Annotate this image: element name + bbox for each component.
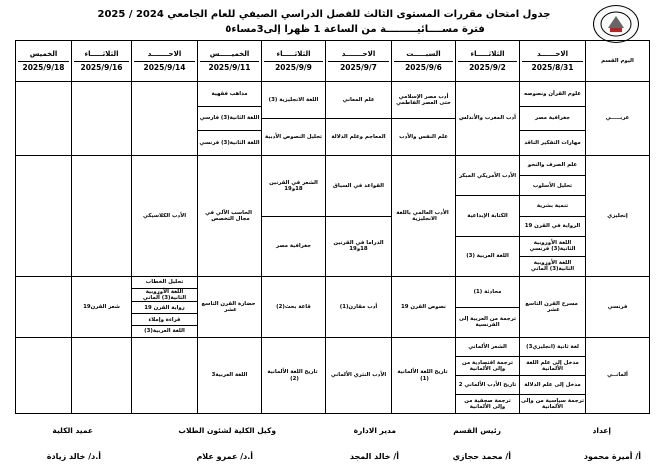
course-name: لغة ثانية (انجليزي3) [526,343,579,350]
exam-cell [132,277,198,338]
dept-head-title: رئيس القسم [453,426,501,435]
exam-cell [520,338,586,414]
col-header: الاحـــــــد 2025/9/14 [132,41,198,82]
exam-cell [326,277,392,338]
col-header: السبـــــت 2025/9/6 [392,41,456,82]
exam-cell [262,82,326,156]
exam-cell [132,156,198,277]
exam-cell [16,156,72,277]
course-name: الشعر في القرنين 18و19 [269,179,318,192]
course-name: اللغة الأوروبية الثانية(3) فرنسي [520,236,585,256]
dept-row [16,82,650,156]
course-name [163,372,167,378]
exam-cell [456,338,520,414]
course-name: جغرافية مصر [262,216,325,277]
dept-label: ألمانــي [586,338,650,414]
exam-cell [520,156,586,277]
exam-cell [262,156,326,277]
exam-cell [72,277,132,338]
course-name [100,115,104,121]
course-name: القواعد في السياق [333,182,384,189]
course-name: ترجمة اقتصادية من وإلى الألمانية [456,356,519,375]
course-name: ترجمة سياسية من وإلى الألمانية [520,394,585,413]
course-name [163,115,167,121]
exam-cell [456,156,520,277]
exam-cell [520,277,586,338]
course-name: قراءة وإملاء [132,313,197,325]
course-name: اللغة الأوروبية الثانية(3) ألماني [132,288,197,301]
course-name: تحليل النصوص الأدبية [262,118,325,155]
exam-cell [198,277,262,338]
exam-cell [392,338,456,414]
preparer-name: أ/ أميرة محمود [583,452,641,461]
course-name: الشعر الألماني [468,343,507,350]
course-name: الدراما في القرنين 18و19 [326,216,391,277]
course-name: علوم القرآن ونصوصه [523,90,582,97]
course-name: الأدب النثري الألماني [330,372,387,379]
university-emblem-icon [599,10,633,38]
course-name: مسرح القرن التاسع عشر [525,300,578,313]
course-name [42,372,46,378]
col-header: الاحـــــــد 2025/9/7 [326,41,392,82]
corner-cell: اليوم القسم [586,41,650,82]
exam-cell [16,338,72,414]
exam-cell [326,82,392,156]
course-name: المعاجم وعلم الدلالة [326,118,391,155]
dept-label: عربـــــي [586,82,650,156]
exam-cell [326,156,392,277]
exam-cell [456,82,520,156]
course-name [42,304,46,310]
exam-cell [72,82,132,156]
vice-dean-name: أ.د/ عمرو علام [196,452,253,461]
course-name: اللغة العربية(3) [132,325,197,337]
course-name [42,213,46,219]
admin-title: مدير الادارة [353,426,396,435]
dean-title: عميد الكلية [52,426,93,435]
exam-cell [72,156,132,277]
course-name: مدخل إلى علم الدلالة [520,375,585,394]
exam-cell [520,82,586,156]
dept-row [16,338,650,414]
course-name: الأدب الكلاسيكي [142,212,187,219]
col-header: الثلاثـــــاء 2025/9/9 [262,41,326,82]
exam-cell [198,338,262,414]
schedule-table [15,40,650,414]
course-name: تنمية بشرية [520,195,585,215]
col-header: الثلاثـــــاء 2025/9/2 [456,41,520,82]
course-name: ترجمة من العربية إلى الفرنسية [456,307,519,338]
dean-name: أ.د/ خالد زيادة [46,452,101,461]
course-name [42,115,46,121]
exam-cell [392,82,456,156]
course-name: أدب مصر الإسلامي حتى العصر الفاطمي [396,93,451,106]
course-name: أدب مقارن(1) [339,303,378,310]
exam-cell [132,82,198,156]
course-name [100,372,104,378]
page-title: جدول امتحان مقررات المستوى الثالث للفصل الدراسي الصيفي للعام الجامعي 2024 / 2025 [97,9,551,20]
course-name: الرواية في القرن 19 [520,216,585,236]
course-name: ترجمة صحفية من وإلى الألمانية [456,394,519,413]
course-name: اللغة الثانية(3) فرنسي [198,130,261,155]
course-name: حضارة القرن التاسع عشر [201,300,256,313]
dept-row [16,156,650,277]
dept-row [16,277,650,338]
course-name [100,213,104,219]
col-header: الخميس 2025/9/18 [16,41,72,82]
course-name: مهارات التفكير الناقد [520,130,585,155]
vice-dean-title: وكيل الكلية لشئون الطلاب [178,426,276,435]
exam-cell [392,156,456,277]
course-name: الكتابة الإبداعية [456,195,519,235]
course-name: اللغة الأوروبية الثانية(3) ألماني [520,256,585,276]
exam-cell [262,338,326,414]
exam-cell [132,338,198,414]
course-name: تحليل الخطاب [145,279,184,286]
course-name: محادثة (1) [473,288,502,295]
col-header: الخميـــــس 2025/9/11 [198,41,262,82]
page-subtitle: فترة مســــائيـــــــــة من الساعة 1 ظهرا إلى3مساء٥ [225,24,485,35]
exam-cell [392,277,456,338]
course-name: جغرافية مصر [520,106,585,131]
dept-label: فرنسي [586,277,650,338]
exam-cell [198,82,262,156]
exam-cell [72,338,132,414]
course-name: مذاهب فقهية [211,90,248,97]
exam-cell [262,277,326,338]
exam-cell [198,156,262,277]
course-name: أدب المغرب والأندلس [458,115,517,122]
signatures-footer [0,412,661,473]
course-name: الأدب الأمريكي المبكر [458,172,517,179]
course-name: تاريخ اللغة الألمانية (1) [397,369,448,382]
course-name: اللغة العربية (3) [456,236,519,276]
course-name: الأدب العالمي باللغة الانجليزية [396,209,449,222]
course-name: الحاسب الآلي في مجال التخصص [205,209,252,222]
course-name: شعر القرن19 [83,303,120,310]
university-logo [593,5,639,43]
course-name: اللغة العربية3 [211,372,248,379]
course-name: علم الصرف والنحو [527,162,578,169]
course-name: رواية القرن 19 [132,301,197,313]
course-name: مدخل إلى علم اللغة الألمانية [520,356,585,375]
exam-cell [456,277,520,338]
course-name: علم النفس والأدب [392,118,455,155]
exam-cell [326,338,392,414]
preparer-title: إعداد [592,426,611,435]
course-name: اللغة الانجليزية (3) [268,96,319,103]
exam-cell [16,277,72,338]
course-name: نصوص القرن 19 [401,303,446,310]
course-name: اللغة الثانية(3) فارسي [198,106,261,131]
col-header: الثلاثـــــاء 2025/9/16 [72,41,132,82]
course-name: قاعة بحث(2) [276,303,311,310]
course-name: علم المعاني [342,96,375,103]
dept-head-name: أ/ محمد حجازي [452,452,511,461]
exam-cell [16,82,72,156]
dept-label: إنجليزي [586,156,650,277]
col-header: الاحــــــد 2025/8/31 [520,41,586,82]
course-name: تحليل الأسلوب [520,175,585,195]
admin-name: أ/ خالد المجد [349,452,399,461]
header-row [16,41,650,82]
course-name: تاريخ الأدب الألماني 2 [456,375,519,394]
course-name: تاريخ اللغة الألمانية (2) [267,369,318,382]
